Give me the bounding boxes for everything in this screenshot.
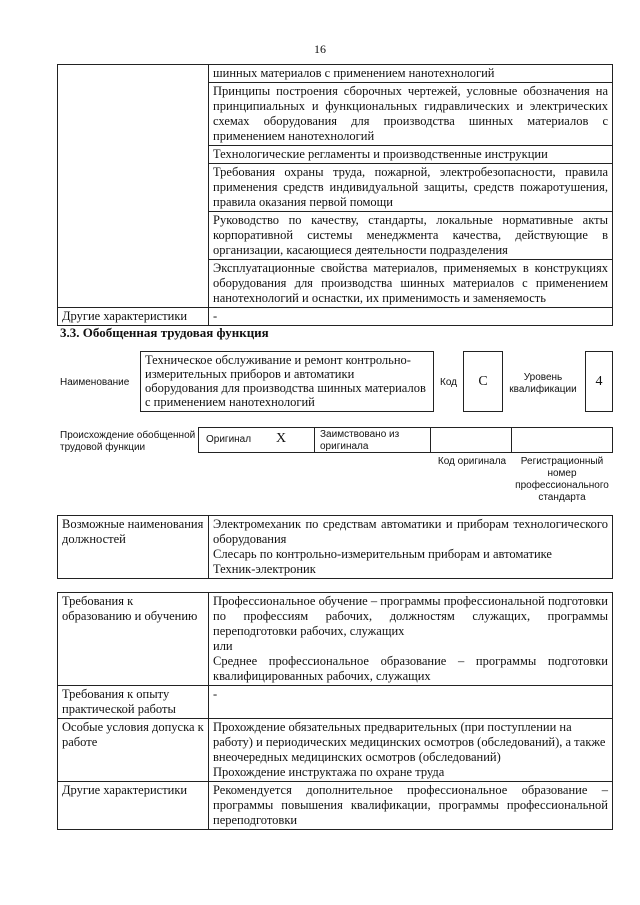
origin-top-line xyxy=(198,427,612,428)
table-row xyxy=(58,782,613,830)
origin-divider xyxy=(430,427,431,453)
requirements-table xyxy=(57,592,613,830)
other-characteristics-label: Другие характеристики xyxy=(58,782,209,830)
positions-table xyxy=(57,515,613,579)
level-label: Уровень квалификации xyxy=(509,372,577,395)
original-mark: X xyxy=(276,431,287,446)
table-cell: Требования охраны труда, пожарной, электробезопасности, правила применения средств индивидуальной защиты, средств пожаротушения, правила оказания первой помощи xyxy=(209,164,613,212)
origin-divider xyxy=(511,427,512,453)
table-row xyxy=(58,65,613,83)
education-line: Среднее профессиональное образование – программы подготовки квалифицированных рабочих, служащих xyxy=(213,654,608,683)
code-value: C xyxy=(463,351,503,412)
experience-value: - xyxy=(209,686,613,719)
table-row xyxy=(58,308,613,326)
education-line: Профессиональное обучение – программы профессиональной подготовки по профессиям рабочих, должностям служащих, программы переподготовки рабочих, служащих xyxy=(213,594,608,638)
education-values xyxy=(209,593,613,686)
special-conditions-values xyxy=(209,719,613,782)
table-row xyxy=(58,719,613,782)
knowledge-table xyxy=(57,64,613,326)
origin-divider xyxy=(198,427,199,453)
experience-label: Требования к опыту практической работы xyxy=(58,686,209,719)
name-label: Наименование xyxy=(60,377,130,388)
code-label: Код xyxy=(440,377,458,388)
position-item: Слесарь по контрольно-измерительным приборам и автоматике xyxy=(213,547,552,561)
table-cell: Принципы построения сборочных чертежей, условные обозначения на принципиальных и функциональных гидравлических и электрических схемах оборудования для производства шинных материалов с применением нанотехнологий xyxy=(209,83,613,146)
reg-number-label: Регистрационный номер профессионального стандарта xyxy=(515,456,609,503)
table-row xyxy=(58,516,613,579)
function-name: Техническое обслуживание и ремонт контрольно-измерительных приборов и автоматики оборудования для производства шинных материалов с применением нанотехнологий xyxy=(145,353,426,409)
other-characteristics-value: - xyxy=(209,308,613,326)
original-label: Оригинал xyxy=(206,434,252,445)
section-title: 3.3. Обобщенная трудовая функция xyxy=(60,325,269,340)
table-cell: Руководство по качеству, стандарты, локальные нормативные акты корпоративной системы менеджмента качества, действующие в организации, касающиеся деятельности подразделения xyxy=(209,212,613,260)
table-cell: шинных материалов с применением нанотехнологий xyxy=(209,65,613,83)
positions-label: Возможные наименования должностей xyxy=(58,516,209,579)
education-line: или xyxy=(213,639,233,653)
origin-divider xyxy=(612,427,613,453)
other-characteristics-value: Рекомендуется дополнительное профессиональное образование – программы повышения квалификации, программы профессиональной переподготовки xyxy=(209,782,613,830)
position-item: Электромеханик по средствам автоматики и приборам технологического оборудования xyxy=(213,517,608,546)
table-cell: Эксплуатационные свойства материалов, применяемых в конструкциях оборудования для производства шинных материалов с применением нанотехнологий и оснастки, их применимость и заменяемость xyxy=(209,260,613,308)
other-characteristics-label: Другие характеристики xyxy=(58,308,209,326)
table-cell: Технологические регламенты и производственные инструкции xyxy=(209,146,613,164)
special-conditions-label: Особые условия допуска к работе xyxy=(58,719,209,782)
code-original-label: Код оригинала xyxy=(437,456,507,467)
origin-label: Происхождение обобщенной трудовой функции xyxy=(60,430,196,453)
positions-values xyxy=(209,516,613,579)
table-cell-empty xyxy=(58,65,209,308)
name-box xyxy=(140,351,434,412)
special-line: Прохождение обязательных предварительных (при поступлении на работу) и периодических медицинских осмотров (обследований), а также внеочередных медицинских осмотров (обследований) xyxy=(213,720,606,764)
level-value: 4 xyxy=(585,351,613,412)
position-item: Техник-электроник xyxy=(213,562,316,576)
special-line: Прохождение инструктажа по охране труда xyxy=(213,765,445,779)
borrowed-label: Заимствовано из оригинала xyxy=(320,429,400,452)
table-row xyxy=(58,593,613,686)
table-row xyxy=(58,686,613,719)
origin-divider xyxy=(314,427,315,453)
page-number: 16 xyxy=(314,42,326,56)
education-label: Требования к образованию и обучению xyxy=(58,593,209,686)
